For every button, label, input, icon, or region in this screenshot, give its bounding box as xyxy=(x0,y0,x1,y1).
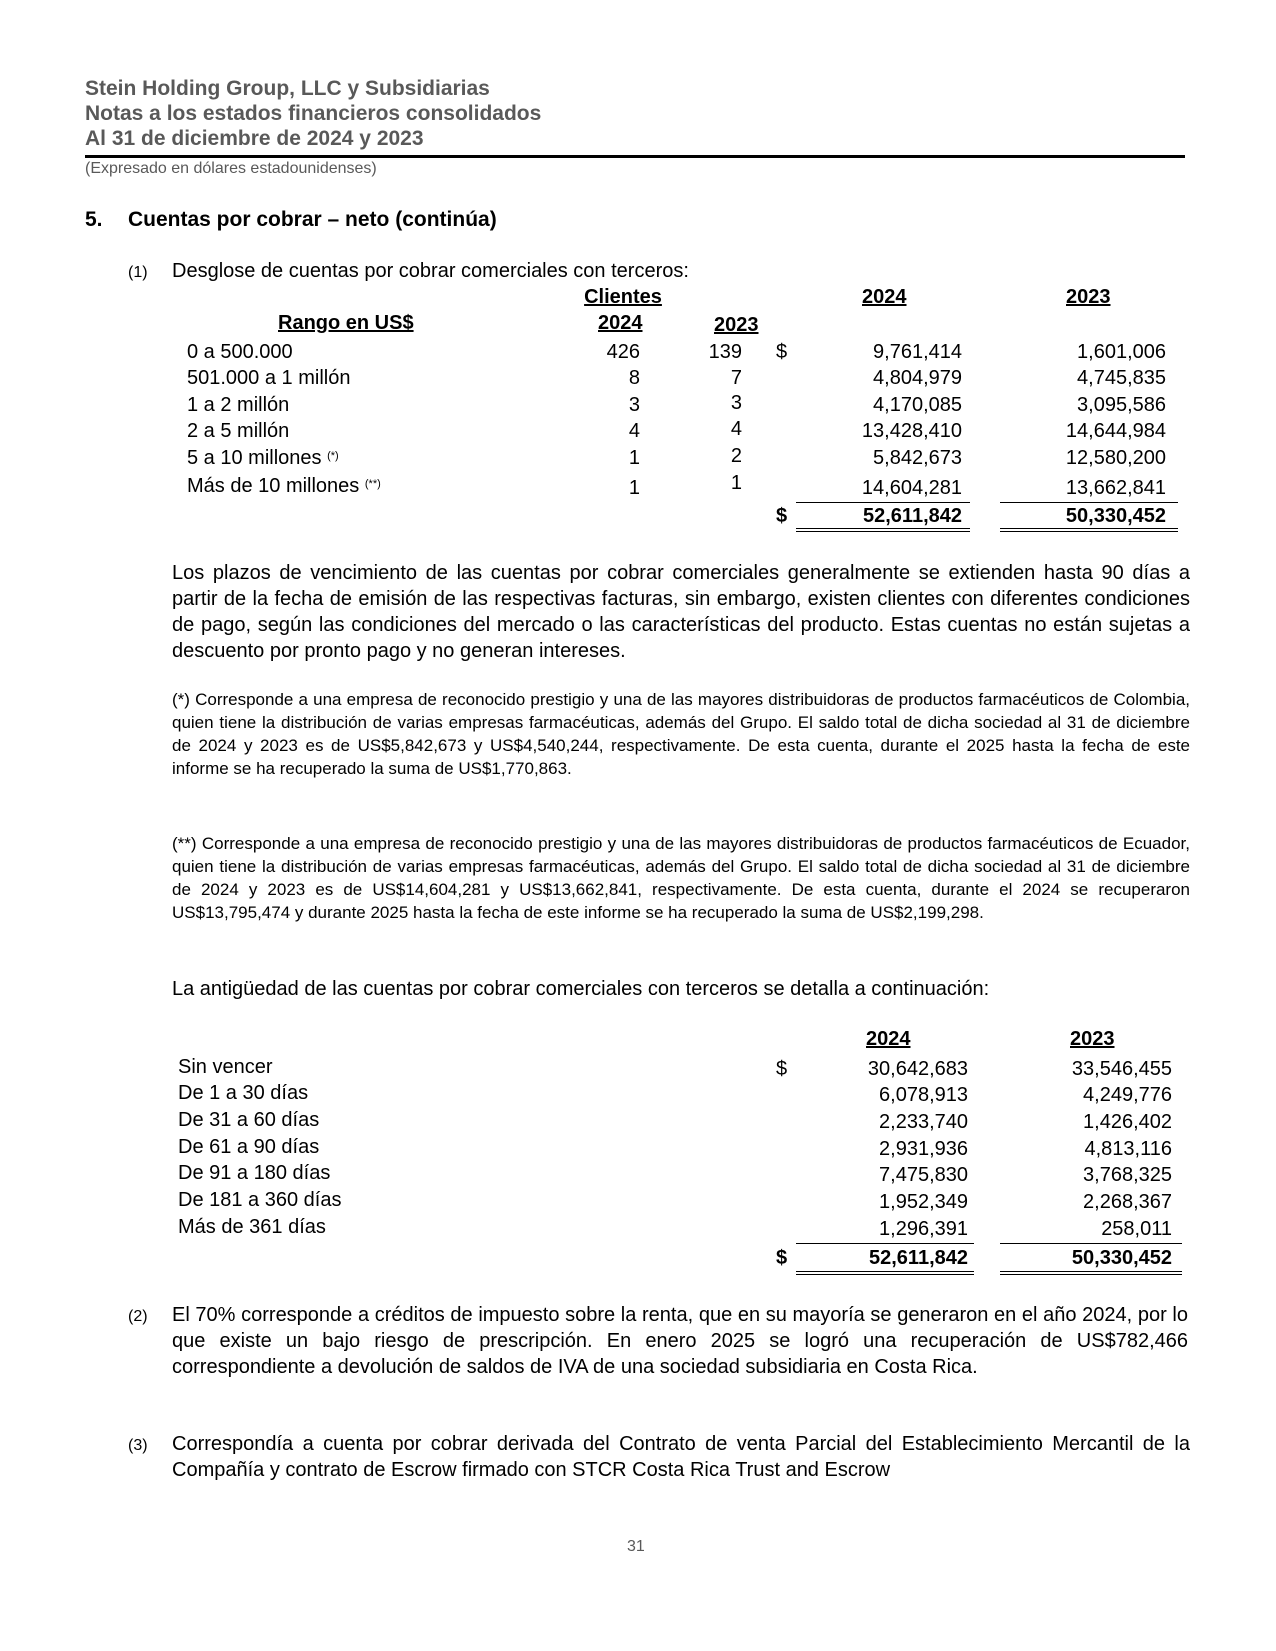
aging-2024: 2,931,936 xyxy=(879,1138,968,1160)
amount-2023: 3,095,586 xyxy=(1077,394,1166,416)
aging-label: De 61 a 90 días xyxy=(178,1136,320,1158)
col-clients-2023-header: 2023 xyxy=(714,314,759,336)
clients-2024: 3 xyxy=(628,394,640,416)
note-2-marker: (2) xyxy=(128,1308,148,1325)
range-label: 0 a 500.000 xyxy=(187,341,293,363)
report-date: Al 31 de diciembre de 2024 y 2023 xyxy=(85,127,424,150)
range-label-text: Más de 10 millones xyxy=(187,475,360,497)
aging-2023: 3,768,325 xyxy=(1083,1164,1172,1186)
amount-2024: 13,428,410 xyxy=(861,420,962,442)
clients-2023: 139 xyxy=(708,341,742,363)
note-3-marker: (3) xyxy=(128,1437,148,1454)
page-number: 31 xyxy=(627,1538,645,1555)
payment-terms-paragraph: Los plazos de vencimiento de las cuentas por cobrar comerciales generalmente se extienden hasta 90 días a partir de la fecha de emisión de las respectivas facturas, sin embargo, existen clientes con diferentes condiciones de pago, según las condiciones del mercado o las características del producto. Estas cuentas no están sujetas a descuento por pronto pago y no generan intereses. xyxy=(172,562,1190,662)
amount-2024: 4,170,085 xyxy=(873,394,962,416)
aging-2024: 30,642,683 xyxy=(867,1058,968,1080)
aging-intro: La antigüedad de las cuentas por cobrar comerciales con terceros se detalla a continuación: xyxy=(172,978,990,1000)
range-label: 2 a 5 millón xyxy=(187,420,290,442)
aging-total-2024: 52,611,842 xyxy=(869,1247,968,1269)
total-2024: 52,611,842 xyxy=(863,505,962,527)
clients-2024: 1 xyxy=(628,477,640,499)
total-double-line-2024 xyxy=(796,528,970,532)
footnote-ref-2: (**) xyxy=(364,478,381,490)
aging-currency-symbol: $ xyxy=(776,1058,788,1080)
range-label xyxy=(187,473,381,499)
clients-2023: 2 xyxy=(730,445,742,467)
section-number: 5. xyxy=(85,208,103,231)
total-2023: 50,330,452 xyxy=(1065,505,1166,527)
note-1-marker: (1) xyxy=(128,264,148,281)
aging-2023: 33,546,455 xyxy=(1071,1058,1172,1080)
aging-col-2024-header: 2024 xyxy=(866,1028,911,1050)
range-label-text: 5 a 10 millones xyxy=(187,447,322,469)
note-2-text: El 70% corresponde a créditos de impuesto sobre la renta, que en su mayoría se generaron en el año 2024, por lo que existe un bajo riesgo de prescripción. En enero 2025 se logró una recuperación de US$782,466 correspondiente a devolución de saldos de IVA de una sociedad subsidiaria en Costa Rica. xyxy=(172,1304,1188,1378)
clients-2024: 1 xyxy=(628,447,640,469)
amount-2024: 4,804,979 xyxy=(873,367,962,389)
clients-2023: 7 xyxy=(730,367,742,389)
aging-label: De 181 a 360 días xyxy=(178,1189,342,1211)
range-label: 501.000 a 1 millón xyxy=(187,367,351,389)
clients-2023: 1 xyxy=(730,472,742,494)
currency-note: (Expresado en dólares estadounidenses) xyxy=(85,160,377,177)
amount-2023: 1,601,006 xyxy=(1077,341,1166,363)
range-label xyxy=(187,445,339,471)
aging-label: De 31 a 60 días xyxy=(178,1109,320,1131)
total-double-line-2023 xyxy=(1000,528,1178,532)
amount-2023: 14,644,984 xyxy=(1065,420,1166,442)
footnote-ecuador: (**) Corresponde a una empresa de reconocido prestigio y una de las mayores distribuidoras de productos farmacéuticos de Ecuador, quien tiene la distribución de varias empresas farmacéuticas, además del Grupo. El saldo total de dicha sociedad al 31 de diciembre de 2024 y 2023 es de US$14,604,281 y US$13,662,841, respectivamente. De esta cuenta, durante el 2024 se recuperaron US$13,795,474 y durante 2025 hasta la fecha de este informe se ha recuperado la suma de US$2,199,298. xyxy=(172,834,1190,922)
col-amount-2024-header: 2024 xyxy=(862,286,907,308)
amount-2024: 5,842,673 xyxy=(873,447,962,469)
clients-2024: 4 xyxy=(628,420,640,442)
aging-2024: 1,296,391 xyxy=(879,1218,968,1240)
aging-total-currency-symbol: $ xyxy=(776,1247,788,1269)
aging-2023: 4,249,776 xyxy=(1083,1084,1172,1106)
amount-2023: 12,580,200 xyxy=(1065,447,1166,469)
total-currency-symbol: $ xyxy=(776,505,788,527)
amount-2023: 13,662,841 xyxy=(1065,477,1166,499)
aging-col-2023-header: 2023 xyxy=(1070,1028,1115,1050)
document-title: Notas a los estados financieros consolidados xyxy=(85,102,542,125)
col-clients-header: Clientes xyxy=(584,286,662,308)
aging-label: De 91 a 180 días xyxy=(178,1162,331,1184)
aging-label: Sin vencer xyxy=(178,1056,273,1078)
aging-2023: 258,011 xyxy=(1101,1218,1172,1240)
aging-2024: 1,952,349 xyxy=(879,1191,968,1213)
amount-2023: 4,745,835 xyxy=(1077,367,1166,389)
header-rule xyxy=(85,155,1185,158)
amount-2024: 14,604,281 xyxy=(861,477,962,499)
aging-label: De 1 a 30 días xyxy=(178,1082,309,1104)
aging-2023: 2,268,367 xyxy=(1083,1191,1172,1213)
col-range-header: Rango en US$ xyxy=(278,312,414,334)
clients-2023: 4 xyxy=(730,418,742,440)
range-label: 1 a 2 millón xyxy=(187,394,290,416)
col-amount-2023-header: 2023 xyxy=(1066,286,1111,308)
clients-2024: 426 xyxy=(606,341,640,363)
footnote-colombia: (*) Corresponde a una empresa de reconocido prestigio y una de las mayores distribuidoras de productos farmacéuticos de Colombia, quien tiene la distribución de varias empresas farmacéuticas, además del Grupo. El saldo total de dicha sociedad al 31 de diciembre de 2024 y 2023 es de US$5,842,673 y US$4,540,244, respectivamente. De esta cuenta, durante el 2025 hasta la fecha de este informe se ha recuperado la suma de US$1,770,863. xyxy=(172,690,1190,778)
currency-symbol: $ xyxy=(776,341,788,363)
section-title: Cuentas por cobrar – neto (continúa) xyxy=(128,208,497,231)
aging-2024: 2,233,740 xyxy=(879,1111,968,1133)
note-1-intro: Desglose de cuentas por cobrar comerciales con terceros: xyxy=(172,260,689,282)
aging-2023: 1,426,402 xyxy=(1083,1111,1172,1133)
amount-2024: 9,761,414 xyxy=(873,341,962,363)
aging-label: Más de 361 días xyxy=(178,1216,326,1238)
aging-2023: 4,813,116 xyxy=(1084,1138,1172,1160)
aging-total-double-line-2024 xyxy=(796,1271,974,1275)
company-name: Stein Holding Group, LLC y Subsidiarias xyxy=(85,77,490,100)
aging-subtotal-line-2023 xyxy=(1000,1243,1182,1244)
clients-2024: 8 xyxy=(628,367,640,389)
aging-total-double-line-2023 xyxy=(1000,1271,1182,1275)
aging-total-2023: 50,330,452 xyxy=(1071,1247,1172,1269)
footnote-ref-1: (*) xyxy=(327,450,339,462)
aging-2024: 6,078,913 xyxy=(879,1084,968,1106)
clients-2023: 3 xyxy=(730,392,742,414)
aging-subtotal-line-2024 xyxy=(796,1243,974,1244)
note-3-text: Correspondía a cuenta por cobrar derivada del Contrato de venta Parcial del Establecimiento Mercantil de la Compañía y contrato de Escrow firmado con STCR Costa Rica Trust and Escrow xyxy=(172,1433,1190,1481)
aging-2024: 7,475,830 xyxy=(879,1164,968,1186)
col-clients-2024-header: 2024 xyxy=(598,312,643,334)
